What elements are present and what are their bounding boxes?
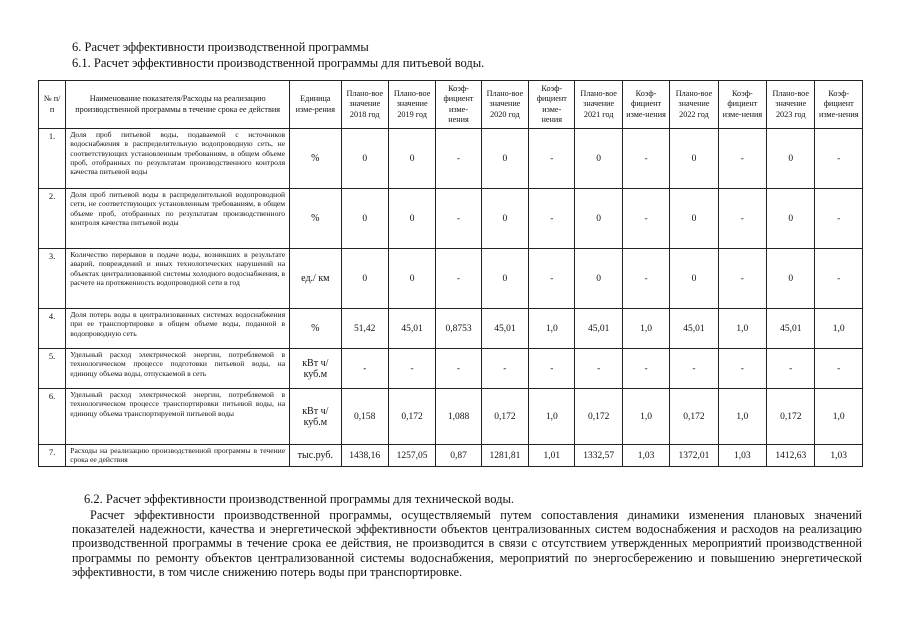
table-row [39, 249, 863, 309]
value-cell: - [436, 129, 481, 189]
column-header: Коэф-фициент изме-нения [436, 81, 481, 129]
column-header: Коэф-фициент изме-нения [529, 81, 575, 129]
column-header: Коэф-фициент изме-нения [815, 81, 863, 129]
value-cell: 1,0 [529, 309, 575, 349]
column-header: № п/п [39, 81, 66, 129]
value-cell: 1,0 [815, 309, 863, 349]
table-header-row [39, 81, 863, 129]
value-cell: - [436, 349, 481, 389]
value-cell: 1,0 [815, 389, 863, 445]
value-cell: 1,01 [529, 445, 575, 467]
unit-cell: % [290, 309, 341, 349]
table-row [39, 309, 863, 349]
value-cell: - [436, 249, 481, 309]
subsection-heading: 6.1. Расчет эффективности производственной программы для питьевой воды. [72, 56, 485, 70]
value-cell: - [815, 349, 863, 389]
unit-cell: % [290, 129, 341, 189]
column-header: Единица изме-рения [290, 81, 341, 129]
value-cell: - [436, 189, 481, 249]
value-cell: - [718, 129, 766, 189]
column-header: Наименование показателя/Расходы на реализацию производственной программы в течение срока ее действия [66, 81, 290, 129]
column-header: Плано-вое значение 2022 год [670, 81, 718, 129]
value-cell: 0,172 [670, 389, 718, 445]
indicator-name: Доля потерь воды в централизованных системах водоснабжения при ее транспортировке в общем объеме воды, поданной в водопроводную сеть [66, 309, 290, 349]
value-cell: - [529, 249, 575, 309]
value-cell: - [670, 349, 718, 389]
table-row [39, 349, 863, 389]
value-cell: 0,8753 [436, 309, 481, 349]
indicator-name: Доля проб питьевой воды в распределительной водопроводной сети, не соответствующих установленным требованиям, в общем объеме проб, отобранных по результатам производственного контроля качества питьевой воды [66, 189, 290, 249]
value-cell: - [622, 189, 669, 249]
value-cell: 1,03 [718, 445, 766, 467]
column-header: Плано-вое значение 2018 год [341, 81, 388, 129]
value-cell: 1,0 [622, 309, 669, 349]
row-number: 7. [39, 445, 66, 467]
value-cell: - [767, 349, 815, 389]
value-cell: 1,0 [718, 309, 766, 349]
value-cell: 45,01 [575, 309, 622, 349]
value-cell: 0 [341, 249, 388, 309]
value-cell: - [341, 349, 388, 389]
value-cell: 0 [767, 129, 815, 189]
value-cell: 1438,16 [341, 445, 388, 467]
value-cell: 1412,63 [767, 445, 815, 467]
value-cell: 1332,57 [575, 445, 622, 467]
value-cell: 0 [670, 189, 718, 249]
row-number: 3. [39, 249, 66, 309]
value-cell: - [718, 249, 766, 309]
value-cell: 1372,01 [670, 445, 718, 467]
value-cell: 0 [670, 249, 718, 309]
value-cell: 0 [481, 189, 528, 249]
table-row [39, 389, 863, 445]
subsection-heading-technical-water: 6.2. Расчет эффективности производственной программы для технической воды. [84, 492, 515, 506]
value-cell: 51,42 [341, 309, 388, 349]
value-cell: - [529, 349, 575, 389]
value-cell: 0,87 [436, 445, 481, 467]
indicator-name: Доля проб питьевой воды, подаваемой с источников водоснабжения в распределительную водопроводную сеть, не соответствующих установленным требованиям, в общем объеме проб, отобранных по результатам производственного контроля качества питьевой воды [66, 129, 290, 189]
value-cell: 0,172 [481, 389, 528, 445]
efficiency-table [38, 80, 863, 467]
value-cell: 1281,81 [481, 445, 528, 467]
value-cell: - [529, 189, 575, 249]
value-cell: 1257,05 [388, 445, 435, 467]
value-cell: - [388, 349, 435, 389]
column-header: Плано-вое значение 2021 год [575, 81, 622, 129]
indicator-name: Удельный расход электрической энергии, потребляемой в технологическом процессе подготовки питьевой воды, на единицу объема воды, отпускаемой в сеть [66, 349, 290, 389]
value-cell: 0 [341, 129, 388, 189]
value-cell: 45,01 [767, 309, 815, 349]
section-heading: 6. Расчет эффективности производственной программы [72, 40, 369, 54]
value-cell: 1,0 [622, 389, 669, 445]
value-cell: - [718, 189, 766, 249]
value-cell: 0 [575, 189, 622, 249]
indicator-name: Удельный расход электрической энергии, потребляемой в технологическом процессе транспортировки питьевой воды, на единицу объема транспортируемой питьевой воды [66, 389, 290, 445]
value-cell: - [481, 349, 528, 389]
value-cell: - [815, 129, 863, 189]
value-cell: 0 [481, 249, 528, 309]
value-cell: 1,03 [815, 445, 863, 467]
value-cell: 0 [388, 249, 435, 309]
value-cell: - [529, 129, 575, 189]
body-paragraph: Расчет эффективности производственной программы, осуществляемый путем сопоставления динамики изменения плановых значений показателей надежности, качества и энергетической эффективности объектов централизованных систем водоснабжения и расходов на реализацию производственной программы в течение срока ее действия, не производится в связи с отсутствием утвержденных мероприятий производственной программы по ремонту объектов централизованной системы водоснабжения, мероприятий по энергосбережению и повышению энергетической эффективности, в том числе снижению потерь воды при транспортировке. [72, 508, 862, 579]
value-cell: - [718, 349, 766, 389]
indicator-name: Количество перерывов в подаче воды, возникших в результате аварий, повреждений и иных технологических нарушений на объектах централизованной системы холодного водоснабжения, в расчете на протяженность водопроводной сети в год [66, 249, 290, 309]
column-header: Плано-вое значение 2019 год [388, 81, 435, 129]
value-cell: - [622, 349, 669, 389]
value-cell: 0,172 [575, 389, 622, 445]
table-body [39, 129, 863, 467]
table-row [39, 189, 863, 249]
value-cell: 0 [670, 129, 718, 189]
row-number: 5. [39, 349, 66, 389]
value-cell: - [622, 249, 669, 309]
unit-cell: % [290, 189, 341, 249]
value-cell: - [622, 129, 669, 189]
value-cell: 0 [388, 189, 435, 249]
value-cell: 0 [575, 249, 622, 309]
row-number: 1. [39, 129, 66, 189]
value-cell: 1,03 [622, 445, 669, 467]
value-cell: 0 [341, 189, 388, 249]
column-header: Коэф-фициент изме-нения [622, 81, 669, 129]
row-number: 6. [39, 389, 66, 445]
value-cell: 0 [481, 129, 528, 189]
unit-cell: ед./ км [290, 249, 341, 309]
value-cell: 0 [767, 189, 815, 249]
row-number: 2. [39, 189, 66, 249]
column-header: Плано-вое значение 2023 год [767, 81, 815, 129]
value-cell: 0 [388, 129, 435, 189]
value-cell: 0 [767, 249, 815, 309]
value-cell: - [815, 189, 863, 249]
value-cell: 45,01 [670, 309, 718, 349]
column-header: Плано-вое значение 2020 год [481, 81, 528, 129]
value-cell: - [815, 249, 863, 309]
unit-cell: тыс.руб. [290, 445, 341, 467]
value-cell: 1,0 [718, 389, 766, 445]
column-header: Коэф-фициент изме-нения [718, 81, 766, 129]
value-cell: 1,088 [436, 389, 481, 445]
value-cell: 0,172 [388, 389, 435, 445]
value-cell: 1,0 [529, 389, 575, 445]
value-cell: 0 [575, 129, 622, 189]
value-cell: 45,01 [388, 309, 435, 349]
value-cell: 0,172 [767, 389, 815, 445]
value-cell: - [575, 349, 622, 389]
unit-cell: кВт ч/куб.м [290, 349, 341, 389]
value-cell: 0,158 [341, 389, 388, 445]
table-row [39, 129, 863, 189]
unit-cell: кВт ч/куб.м [290, 389, 341, 445]
value-cell: 45,01 [481, 309, 528, 349]
table-row [39, 445, 863, 467]
row-number: 4. [39, 309, 66, 349]
indicator-name: Расходы на реализацию производственной программы в течение срока ее действия [66, 445, 290, 467]
